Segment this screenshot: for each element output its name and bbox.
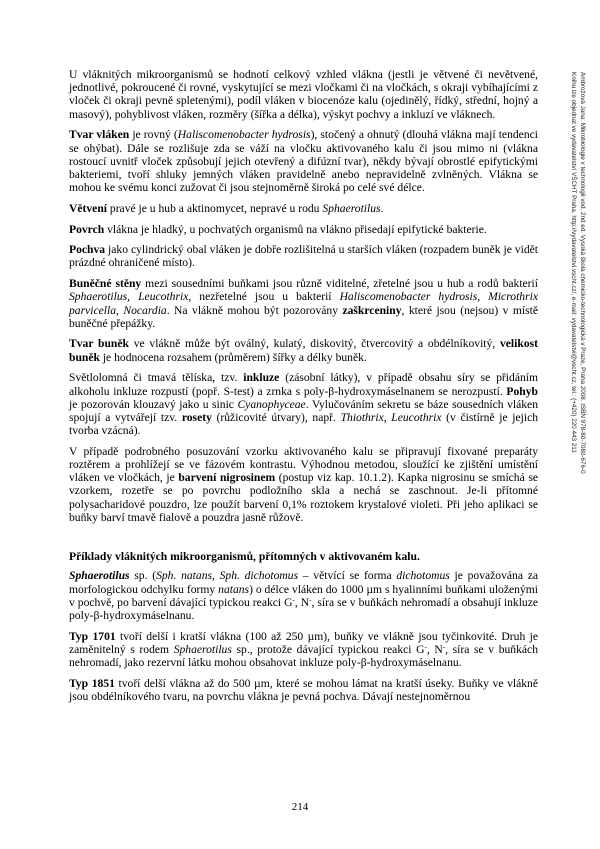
- term: barvení nigrosinem: [178, 471, 276, 485]
- term: Pohyb: [506, 384, 538, 398]
- term: Sphaerotilus: [69, 569, 130, 583]
- text-run: (růžicovité útvary), např.: [211, 410, 341, 424]
- term: Pochva: [69, 243, 106, 257]
- text-run: U vláknitých mikroorganismů se hodnotí celkový vzhled vlákna (jestli je větvené či nevětvené, jednotlivé, pokroucené či rovné, vyskytující se mezi vločkami či na vločkách, s okraji vybíhajícími z vloček či okraji pevně spletenými), podíl vláken v biocenóze kalu (ojedinělý, řídký, střední, hojný a masový), pohyblivost vláken, rozměry (šířka a délka), výskyt pochvy a inkluzí ve vláknech.: [69, 68, 538, 121]
- term: velikost buněk: [69, 337, 538, 364]
- paragraph-list: [69, 68, 538, 524]
- text-run: tvoří delší i kratší vlákna (100 až 250 µm), buňky ve vlákně jsou tyčinkovité. Druh je zaměnitelný s rodem: [69, 629, 538, 656]
- citation-line: Ambrožová Jana: Mikrobiologie v technologii vod. 2nd ed. Vysoká škola chemicko-technologická v Praze, Praha 2008. ISBN 978-80-7080-676-0: [579, 72, 586, 474]
- text-run: je rovný (: [129, 128, 178, 142]
- text-run: -: [424, 642, 427, 651]
- text-run: -: [292, 595, 295, 604]
- taxon-name: Haliscomenobacter hydrosis: [177, 128, 311, 142]
- text-run: , N: [426, 642, 443, 656]
- term: zaškrceniny: [342, 303, 402, 317]
- paragraph-bunecne-steny: [69, 277, 538, 330]
- text-run: (postup viz kap. 10.1.2). Kapka nigrosinu se smíchá se vzorkem, rozetře se po povrchu podložního skla a nechá se zaschnout. Je-li přítomné polysacharidové pouzdro, lze použít barvení 0,1% roztokem krystalové violeti. Při jeho aplikaci se buňky barví tmavě fialově a pouzdra jasně růžově.: [69, 471, 538, 524]
- term: Typ 1701: [69, 629, 116, 643]
- text-run: , N: [294, 595, 310, 609]
- taxon-name: Sphaerotilus: [173, 642, 232, 656]
- page-body: [69, 68, 538, 711]
- text-run: je hodnocena rozsahem (průměrem) šířky a délky buněk.: [99, 350, 367, 364]
- text-run: jako cylindrický obal vláken je dobře rozlišitelná u starších vláken (rozpadem buněk je vidět prázdné ohraničené místo).: [69, 243, 538, 270]
- taxon-name: dichotomus: [396, 569, 450, 583]
- text-run: -: [442, 642, 446, 651]
- term: rosety: [181, 410, 212, 424]
- text-run: . Na vlákně mohou být pozorovány: [166, 303, 343, 317]
- term: inkluze: [243, 371, 280, 385]
- page-number: 214: [291, 801, 309, 813]
- text-run: ), stočený a ohnutý (dlouhá vlákna mají tendenci se ohýbat). Dále se rozlišuje zda se váží na vločku aktivovaného kalu či jsou mimo ni (vlákna rostoucí uvnitř vloček způsobují jejich otevřený a difúzní tvar), někdy bývají obrostlé epifytickými bakteriemi, tvoří shluky jemných vláken pravidelně anebo nepravidelně zvlněných. Vlákna se mohou ke svému konci zužovat či jsou stejnoměrně široká po celé své délce.: [69, 128, 538, 195]
- paragraph-tvar-bunek: [69, 337, 538, 363]
- paragraph-typ-1701: [69, 630, 538, 670]
- term: Tvar vláken: [69, 128, 130, 142]
- paragraph-inkluze: [69, 371, 538, 437]
- text-run: je považována za morfologickou odchylku formy: [69, 569, 538, 596]
- text-run: tvoří delší vlákna až do 500 µm, které se mohou lámat na kratší úseky. Buňky ve vlákně jsou obdélníkového tvaru, na povrchu vlákna je pevná pochva. Dávají nestejnoměrnou: [69, 676, 539, 703]
- text-run: ve vlákně může být oválný, kulatý, diskovitý, čtvercovitý a obdélníkovitý,: [128, 337, 500, 351]
- paragraph-barveni: [69, 445, 538, 524]
- text-run: mezi sousedními buňkami jsou různě viditelné, zřetelné jsou u hub a rodů bakterií: [141, 277, 538, 291]
- text-run: , které jsou (nejsou) v místě buněčné přepážky.: [69, 303, 539, 330]
- term: Typ 1851: [69, 676, 115, 690]
- taxon-name: Sph. natans, Sph. dichotomus: [156, 569, 299, 583]
- paragraph-vetveni: [69, 202, 538, 215]
- text-run: . Vylučováním sekretu se báze sousedních vláken spojují a vytvářejí tzv.: [69, 397, 539, 424]
- text-run: sp., protože dávající typickou reakci G: [231, 642, 425, 656]
- text-run: pravé je u hub a aktinomycet, nepravé u rodu: [107, 201, 323, 215]
- paragraph-sphaerotilus: [69, 569, 538, 622]
- text-run: – větvící se forma: [298, 569, 397, 583]
- text-run: , nezřetelné jsou u bakterií: [188, 290, 340, 304]
- ordering-info-line: Knihu lze objednat ve vydavatelství VŠCHT Praha, http://vydavatelstvi.vscht.cz/, e-mail: vydavatelstvi@vscht.cz, tel.: (+420) 220 443 211: [570, 72, 578, 453]
- text-run: je pozorován klouzavý jako u sinic: [69, 397, 238, 411]
- term: Povrch: [69, 222, 105, 236]
- text-run: sp. (: [129, 569, 157, 583]
- taxon-name: Thiothrix, Leucothrix: [340, 410, 442, 424]
- term: Buněčné stěny: [69, 277, 142, 291]
- text-run: .: [380, 201, 384, 215]
- text-run: V případě podrobného posuzování vzorku aktivovaného kalu se připravují fixované preparáty roztěrem a prohlížejí se ve fázovém kontrastu. Výhodnou metodou, sloužící ke zjištění umístění vláken ve vločkách, je: [69, 444, 538, 485]
- term: Tvar buněk: [69, 337, 129, 351]
- taxon-name: natans: [218, 582, 250, 596]
- text-run: (zásobní látky), v případě obsahu síry se přidáním alkoholu inkluze rozpustí (popř. S-test) a zrnka s poly-β-hydroxymáselnanem se nerozpustí.: [69, 371, 538, 398]
- text-run: Světlolomná či tmavá tělíska, tzv.: [69, 371, 244, 385]
- paragraph-typ-1851: [69, 677, 538, 703]
- text-run: (v čistírně je jejich tvorba vzácná).: [69, 410, 539, 438]
- text-run: , síra se v buňkách nehromadí, jako rezervní látku mohou obsahovat inkluze poly-β-hydroxymáselnanu.: [69, 642, 538, 670]
- text-run: , síra se v buňkách nehromadí a obsahují inkluze poly-β-hydroxymáselnanu.: [69, 595, 539, 622]
- paragraph-povrch: [69, 223, 538, 236]
- taxon-name: Sphaerotilus, Leucothrix: [69, 290, 189, 304]
- taxon-name: Cyanophyceae: [237, 397, 306, 411]
- text-run: -: [309, 595, 312, 604]
- taxon-name: Sphaerotilus: [322, 201, 381, 215]
- text-run: vlákna je hladký, u pochvatých organismů na vlákno přisedají epifytické bakterie.: [104, 222, 487, 236]
- paragraph-pochva: [69, 243, 538, 269]
- taxon-name: Haliscomenobacter hydrosis, Microthrix parvicella, Nocardia: [69, 290, 538, 317]
- citation-sidebar: [569, 72, 586, 474]
- paragraph-intro: [69, 68, 538, 121]
- examples-list: [69, 569, 538, 703]
- term: Větvení: [69, 201, 107, 215]
- paragraph-tvar-vlaken: [69, 128, 538, 194]
- section-heading: Příklady vláknitých mikroorganismů, přítomných v aktivovaném kalu.: [69, 550, 420, 564]
- text-run: ) o délce vláken do 1000 µm s hyalinními buňkami uloženými v pochvě, po barvení dávající typickou reakci G: [69, 582, 538, 609]
